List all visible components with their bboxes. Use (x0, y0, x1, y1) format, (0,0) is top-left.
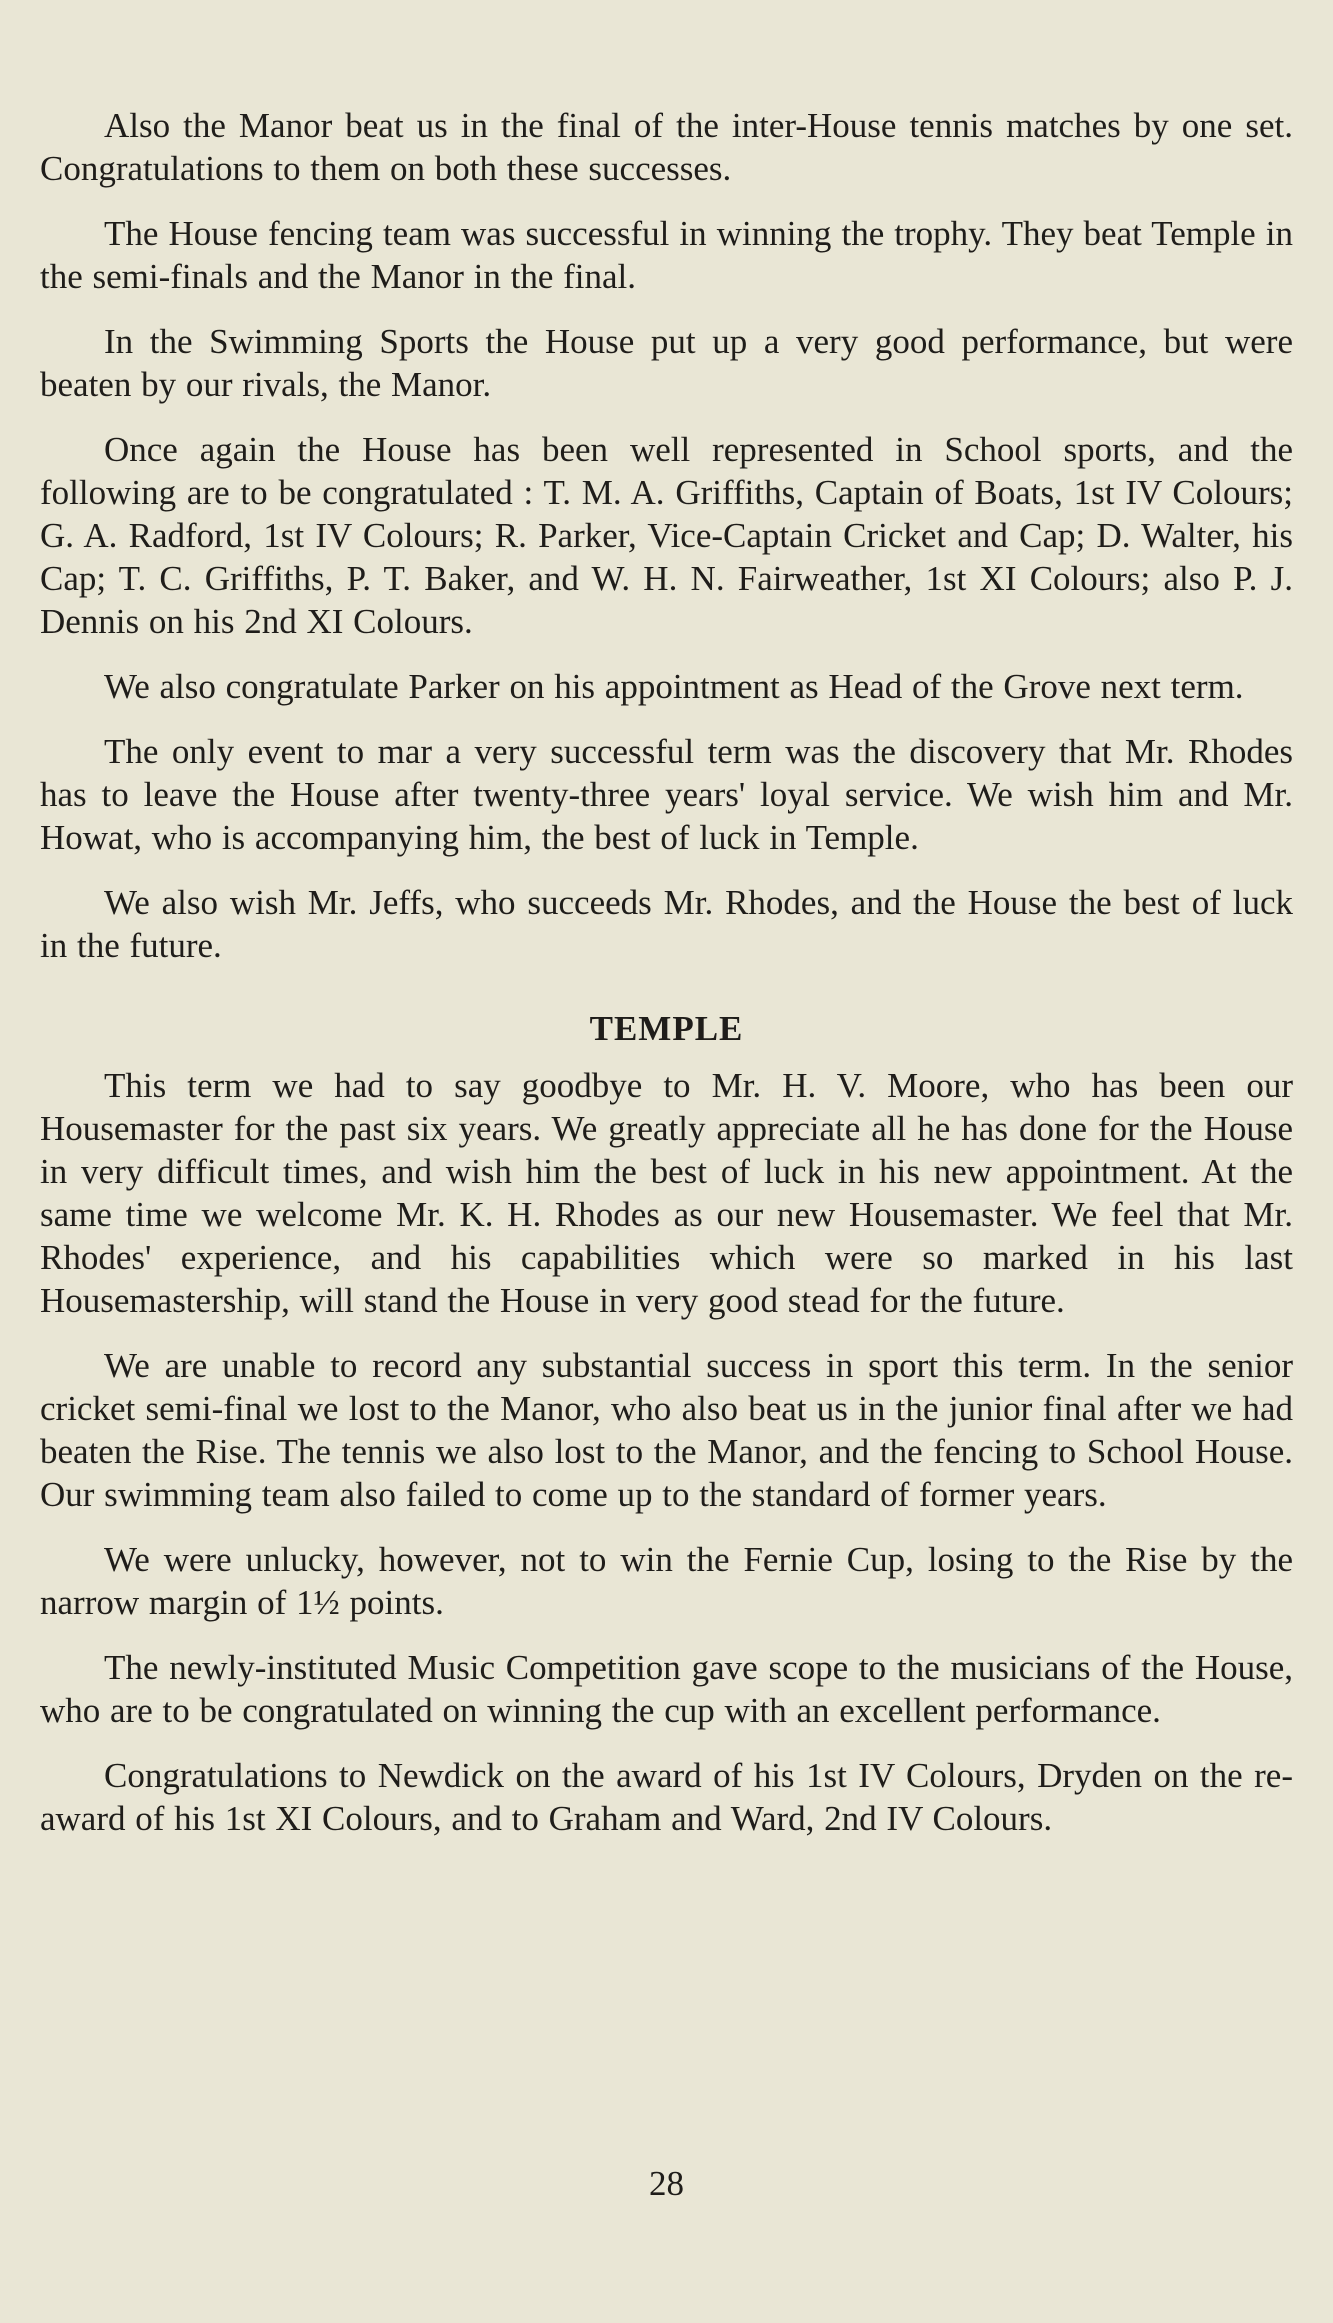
paragraph-congratulations: Congratulations to Newdick on the award of his 1st IV Colours, Dryden on the re-award of his 1st XI Colours, and to Graham and Ward, 2nd IV Colours. (40, 1756, 1293, 1838)
paragraph-housemaster: This term we had to say goodbye to Mr. H. V. Moore, who has been our Housemaster for the past six years. We greatly appreciate all he has done for the House in very difficult times, and wish him the best of luck in his new appointment. At the same time we welcome Mr. K. H. Rhodes as our new Housemaster. We feel that Mr. Rhodes' experience, and his capabilities which were so marked in his last Housemastership, will stand the House in very good stead for the future. (40, 1066, 1293, 1320)
section-title-temple: TEMPLE (589, 1009, 744, 1048)
paragraph-head-of-grove: We also congratulate Parker on his appointment as Head of the Grove next term. (104, 667, 1244, 706)
paragraph-mr-jeffs: We also wish Mr. Jeffs, who succeeds Mr. Rhodes, and the House the best of luck in the future. (40, 883, 1293, 965)
paragraph-sport: We are unable to record any substantial success in sport this term. In the senior cricket semi-final we lost to the Manor, who also beat us in the junior final after we had beaten the Rise. The tennis we also lost to the Manor, and the fencing to School House. Our swimming team also failed to come up to the standard of former years. (40, 1346, 1293, 1514)
paragraph-mr-rhodes: The only event to mar a very successful term was the discovery that Mr. Rhodes has to leave the House after twenty-three years' loyal service. We wish him and Mr. Howat, who is accompanying him, the best of luck in Temple. (40, 732, 1293, 857)
paragraph-school-sports: Once again the House has been well represented in School sports, and the following are to be congratulated : T. M. A. Griffiths, Captain of Boats, 1st IV Colours; G. A. Radford, 1st IV Colours; R. Parker, Vice-Captain Cricket and Cap; D. Walter, his Cap; T. C. Griffiths, P. T. Baker, and W. H. N. Fairweather, 1st XI Colours; also P. J. Dennis on his 2nd XI Colours. (40, 430, 1293, 641)
paragraph-fernie-cup: We were unlucky, however, not to win the Fernie Cup, losing to the Rise by the narrow margin of 1½ points. (40, 1540, 1293, 1622)
paragraph-fencing: The House fencing team was successful in winning the trophy. They beat Temple in the semi-finals and the Manor in the final. (40, 214, 1293, 296)
paragraph-swimming: In the Swimming Sports the House put up a very good performance, but were beaten by our rivals, the Manor. (40, 322, 1293, 404)
page-number: 28 (649, 2164, 684, 2203)
paragraph-music-competition: The newly-instituted Music Competition gave scope to the musicians of the House, who are to be congratulated on winning the cup with an excellent performance. (40, 1648, 1293, 1730)
paragraph-tennis: Also the Manor beat us in the final of the inter-House tennis matches by one set. Congratulations to them on both these successes. (40, 106, 1293, 188)
